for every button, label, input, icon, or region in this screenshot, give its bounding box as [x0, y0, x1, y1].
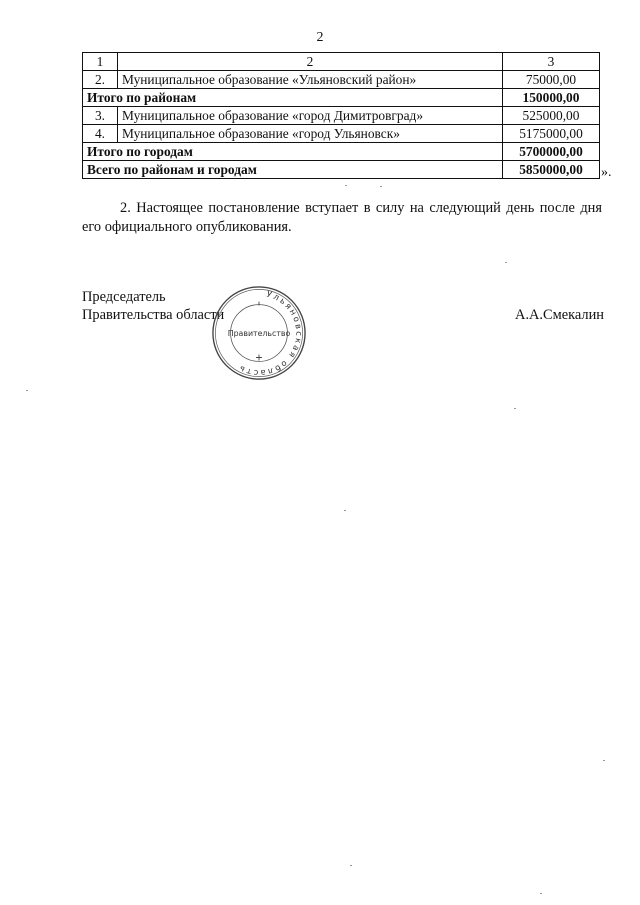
- amount-value: 525000,00: [503, 107, 600, 125]
- scan-speck: [350, 865, 352, 866]
- amount-value: 5175000,00: [503, 125, 600, 143]
- scan-speck: [344, 510, 346, 511]
- scan-speck: [26, 390, 28, 391]
- header-cell-3: 3: [503, 53, 600, 71]
- signature-block: [82, 288, 604, 324]
- effective-date-clause: 2. Настоящее постановление вступает в силу на следующий день после дня его официального опубликования.: [82, 200, 602, 235]
- municipality-name: Муниципальное образование «город Димитровград»: [118, 107, 503, 125]
- official-seal-stamp: [210, 284, 308, 382]
- scan-speck: [380, 186, 382, 187]
- scan-speck: [603, 760, 605, 761]
- table-row: [83, 71, 600, 89]
- total-label: Итого по городам: [83, 143, 503, 161]
- table-row: [83, 107, 600, 125]
- grand-total-amount: 5850000,00: [503, 161, 600, 179]
- total-label: Итого по районам: [83, 89, 503, 107]
- total-amount: 150000,00: [503, 89, 600, 107]
- signer-name: А.А.Смекалин: [515, 307, 604, 323]
- header-cell-2: 2: [118, 53, 503, 71]
- municipality-name: Муниципальное образование «город Ульяновск»: [118, 125, 503, 143]
- page-number: 2: [316, 30, 324, 45]
- table-row: [83, 125, 600, 143]
- table-header-row: [83, 53, 600, 71]
- total-amount: 5700000,00: [503, 143, 600, 161]
- seal-icon: [210, 284, 308, 382]
- amount-value: 75000,00: [503, 71, 600, 89]
- row-number: 4.: [83, 125, 118, 143]
- grand-total-label: Всего по районам и городам: [83, 161, 503, 179]
- total-row-cities: [83, 143, 600, 161]
- scan-speck: [540, 893, 542, 894]
- row-number: 3.: [83, 107, 118, 125]
- budget-allocation-table: [82, 52, 600, 179]
- header-cell-1: 1: [83, 53, 118, 71]
- grand-total-row: [83, 161, 600, 179]
- scan-speck: [345, 185, 347, 186]
- signer-title-line-1: Председатель: [82, 289, 166, 305]
- municipality-name: Муниципальное образование «Ульяновский район»: [118, 71, 503, 89]
- scan-speck: [514, 408, 516, 409]
- row-number: 2.: [83, 71, 118, 89]
- total-row-districts: [83, 89, 600, 107]
- closing-quote: ».: [601, 165, 612, 180]
- seal-ring-text: Ульяновская область: [235, 288, 305, 379]
- scan-speck: [505, 262, 507, 263]
- seal-center-text: Правительство: [227, 328, 291, 338]
- signer-title-line-2: Правительства области: [82, 307, 225, 323]
